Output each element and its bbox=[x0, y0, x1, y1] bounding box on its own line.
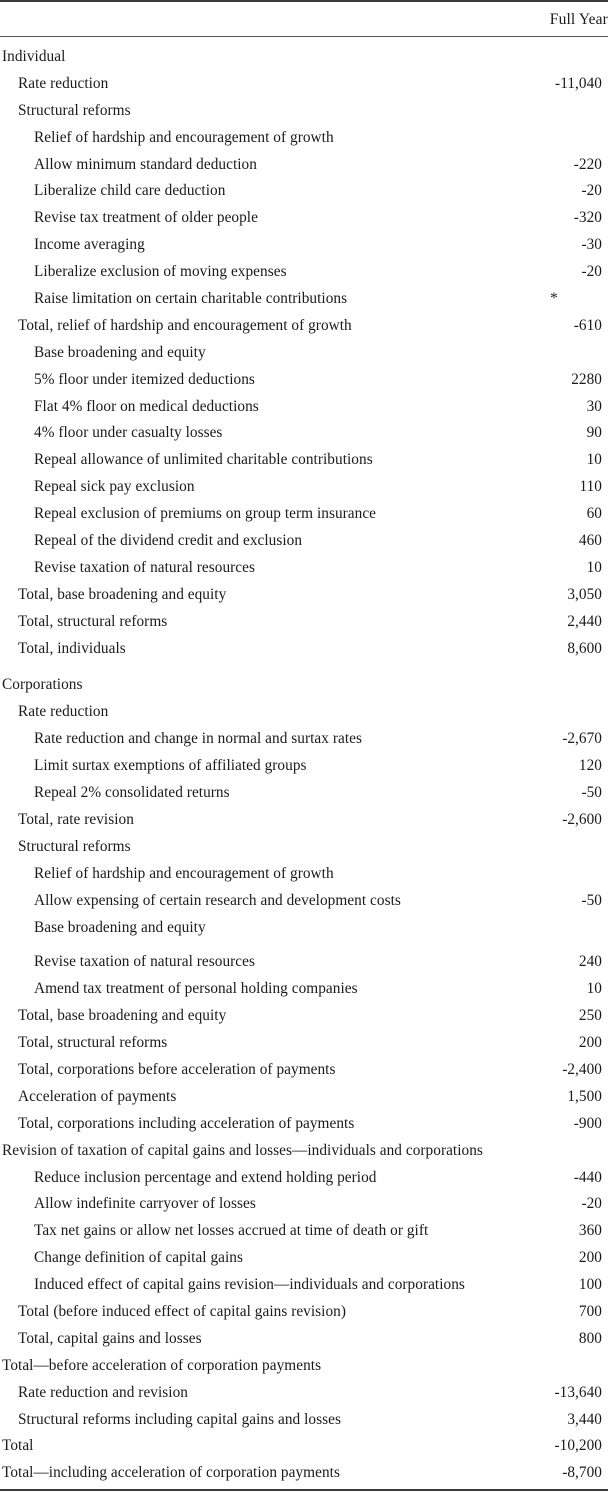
table-row bbox=[0, 1459, 608, 1489]
table-row bbox=[0, 1190, 608, 1217]
row-value: 3,050 bbox=[567, 585, 602, 603]
row-label: 5% floor under itemized deductions bbox=[34, 370, 255, 388]
table-row bbox=[0, 887, 608, 914]
table-row bbox=[0, 554, 608, 581]
table-row bbox=[0, 698, 608, 725]
row-label: Limit surtax exemptions of affiliated groups bbox=[34, 757, 307, 775]
row-label: Structural reforms bbox=[18, 837, 131, 855]
row-value: 100 bbox=[578, 1276, 602, 1294]
table-row bbox=[0, 446, 608, 473]
table-row bbox=[0, 779, 608, 806]
row-value: 3,440 bbox=[567, 1410, 602, 1428]
table-row bbox=[0, 1083, 608, 1110]
table-row bbox=[0, 1029, 608, 1056]
row-value: 10 bbox=[586, 451, 602, 469]
row-label: Liberalize child care deduction bbox=[34, 182, 226, 200]
row-value: -20 bbox=[581, 263, 602, 281]
row-label: Base broadening and equity bbox=[34, 918, 206, 936]
row-label: Revision of taxation of capital gains and losses—individuals and corporations bbox=[2, 1141, 483, 1159]
table-row bbox=[0, 527, 608, 554]
row-value: 2,440 bbox=[567, 612, 602, 630]
table-row bbox=[0, 833, 608, 860]
row-value: -10,200 bbox=[554, 1437, 602, 1455]
row-label: Amend tax treatment of personal holding companies bbox=[34, 980, 358, 998]
row-label: Rate reduction and change in normal and surtax rates bbox=[34, 730, 362, 748]
table-row bbox=[0, 1298, 608, 1325]
row-label: Relief of hardship and encouragement of growth bbox=[34, 864, 334, 882]
row-label: Total, structural reforms bbox=[18, 1034, 168, 1052]
row-label: Total—before acceleration of corporation payments bbox=[2, 1356, 322, 1374]
table-row bbox=[0, 1164, 608, 1191]
row-value: 460 bbox=[578, 532, 602, 550]
row-label: Flat 4% floor on medical deductions bbox=[34, 397, 259, 415]
row-value: -30 bbox=[581, 236, 602, 254]
row-label: 4% floor under casualty losses bbox=[34, 424, 223, 442]
row-label: Rate reduction and revision bbox=[18, 1383, 188, 1401]
row-value: -2,400 bbox=[562, 1060, 602, 1078]
row-value: 2280 bbox=[571, 370, 602, 388]
row-label: Repeal of the dividend credit and exclusion bbox=[34, 532, 303, 550]
table-row bbox=[0, 1002, 608, 1029]
row-value bbox=[500, 1137, 608, 1164]
row-value: -220 bbox=[573, 155, 602, 173]
row-value bbox=[500, 97, 608, 124]
table-row bbox=[0, 1271, 608, 1298]
table-row bbox=[0, 473, 608, 500]
row-label: Revise taxation of natural resources bbox=[34, 558, 255, 576]
row-label: Rate reduction bbox=[18, 703, 109, 721]
row-value bbox=[500, 124, 608, 151]
table-row bbox=[0, 124, 608, 151]
row-label: Allow indefinite carryover of losses bbox=[34, 1195, 256, 1213]
table-row bbox=[0, 860, 608, 887]
table-row bbox=[0, 1379, 608, 1406]
row-label: Reduce inclusion percentage and extend holding period bbox=[34, 1168, 377, 1186]
row-label: Total, individuals bbox=[18, 639, 126, 657]
table-row bbox=[0, 752, 608, 779]
table-row bbox=[0, 285, 608, 312]
row-value: 200 bbox=[578, 1249, 602, 1267]
row-label: Change definition of capital gains bbox=[34, 1249, 243, 1267]
table-footer bbox=[0, 1490, 608, 1493]
table-row bbox=[0, 70, 608, 97]
row-label: Structural reforms including capital gains and losses bbox=[18, 1410, 341, 1428]
row-label: Income averaging bbox=[34, 236, 145, 254]
row-label: Repeal exclusion of premiums on group term insurance bbox=[34, 505, 377, 523]
row-label: Total, corporations including acceleration of payments bbox=[18, 1114, 355, 1132]
row-label: Raise limitation on certain charitable contributions bbox=[34, 290, 348, 308]
row-label: Total, rate revision bbox=[18, 810, 134, 828]
row-label: Total, capital gains and losses bbox=[18, 1329, 202, 1347]
row-value: -50 bbox=[581, 891, 602, 909]
row-value: -20 bbox=[581, 182, 602, 200]
row-value: 360 bbox=[578, 1222, 602, 1240]
row-label: Total bbox=[2, 1437, 34, 1455]
row-value: -2,670 bbox=[562, 730, 602, 748]
row-value: 240 bbox=[578, 953, 602, 971]
row-value: 10 bbox=[586, 980, 602, 998]
table-body bbox=[0, 39, 608, 1490]
row-label: Total (before induced effect of capital gains revision) bbox=[18, 1302, 347, 1320]
row-value bbox=[500, 914, 608, 941]
table-row bbox=[0, 725, 608, 752]
row-value: -20 bbox=[581, 1195, 602, 1213]
table-row bbox=[0, 635, 608, 662]
row-value bbox=[500, 860, 608, 887]
row-value: 250 bbox=[578, 1007, 602, 1025]
table-row bbox=[0, 204, 608, 231]
table-row bbox=[0, 339, 608, 366]
row-label: Induced effect of capital gains revision—individuals and corporations bbox=[34, 1276, 465, 1294]
row-value: -320 bbox=[573, 209, 602, 227]
table-row bbox=[0, 312, 608, 339]
row-value: -8,700 bbox=[562, 1464, 602, 1482]
row-label: Acceleration of payments bbox=[18, 1087, 177, 1105]
row-label: Liberalize exclusion of moving expenses bbox=[34, 263, 287, 281]
row-label: Total, structural reforms bbox=[18, 612, 168, 630]
table-row bbox=[0, 581, 608, 608]
row-value: -900 bbox=[573, 1114, 602, 1132]
bottom-rule bbox=[0, 1490, 608, 1493]
row-value bbox=[500, 339, 608, 366]
row-label: Allow minimum standard deduction bbox=[34, 155, 257, 173]
label-column-header bbox=[0, 4, 500, 37]
row-label: Corporations bbox=[2, 676, 83, 694]
table-row bbox=[0, 231, 608, 258]
row-label: Total, corporations before acceleration of payments bbox=[18, 1060, 336, 1078]
table-row bbox=[0, 1325, 608, 1352]
row-value: 8,600 bbox=[567, 639, 602, 657]
table-row bbox=[0, 1406, 608, 1433]
row-value bbox=[500, 661, 608, 698]
row-label: Allow expensing of certain research and development costs bbox=[34, 891, 401, 909]
row-value bbox=[500, 39, 608, 70]
full-year-column-header: Full Year bbox=[549, 11, 608, 28]
row-value: -440 bbox=[573, 1168, 602, 1186]
row-value: 90 bbox=[586, 424, 602, 442]
row-footnote-marker: * bbox=[550, 290, 558, 308]
row-value: -610 bbox=[573, 316, 602, 334]
row-label: Revise taxation of natural resources bbox=[34, 953, 255, 971]
row-label: Rate reduction bbox=[18, 74, 109, 92]
row-value: -11,040 bbox=[555, 74, 602, 92]
row-value: 110 bbox=[579, 478, 602, 496]
row-value bbox=[500, 698, 608, 725]
row-label: Revise tax treatment of older people bbox=[34, 209, 258, 227]
row-label: Total, base broadening and equity bbox=[18, 1007, 227, 1025]
table-row bbox=[0, 1217, 608, 1244]
row-label: Base broadening and equity bbox=[34, 343, 206, 361]
column-header-row bbox=[0, 4, 608, 37]
table-row bbox=[0, 661, 608, 698]
row-value: 200 bbox=[578, 1034, 602, 1052]
table-row bbox=[0, 806, 608, 833]
table-row bbox=[0, 940, 608, 975]
table-row bbox=[0, 1137, 608, 1164]
row-label: Repeal 2% consolidated returns bbox=[34, 784, 230, 802]
table-row bbox=[0, 1244, 608, 1271]
table-row bbox=[0, 914, 608, 941]
table-row bbox=[0, 366, 608, 393]
row-value: -2,600 bbox=[562, 810, 602, 828]
row-value: 10 bbox=[586, 558, 602, 576]
row-label: Total—including acceleration of corporation payments bbox=[2, 1464, 340, 1482]
table-row bbox=[0, 1110, 608, 1137]
rule-bottom-row bbox=[0, 1490, 608, 1493]
row-value: 60 bbox=[586, 505, 602, 523]
row-value: -13,640 bbox=[554, 1383, 602, 1401]
row-value bbox=[500, 833, 608, 860]
table-row bbox=[0, 1352, 608, 1379]
row-value: -50 bbox=[581, 784, 602, 802]
table-row bbox=[0, 1432, 608, 1459]
row-label: Structural reforms bbox=[18, 101, 131, 119]
table-row bbox=[0, 1056, 608, 1083]
table-row bbox=[0, 419, 608, 446]
row-value: 800 bbox=[578, 1329, 602, 1347]
table-row bbox=[0, 151, 608, 178]
row-label: Total, relief of hardship and encouragement of growth bbox=[18, 316, 352, 334]
row-value bbox=[500, 1352, 608, 1379]
row-value: 30 bbox=[586, 397, 602, 415]
row-value: 120 bbox=[578, 757, 602, 775]
row-value: 1,500 bbox=[567, 1087, 602, 1105]
table-row bbox=[0, 39, 608, 70]
table-row bbox=[0, 177, 608, 204]
table-row bbox=[0, 975, 608, 1002]
table-row bbox=[0, 97, 608, 124]
row-label: Tax net gains or allow net losses accrued at time of death or gift bbox=[34, 1222, 429, 1240]
row-label: Repeal sick pay exclusion bbox=[34, 478, 195, 496]
table-row bbox=[0, 500, 608, 527]
table-row bbox=[0, 258, 608, 285]
table-row bbox=[0, 608, 608, 635]
row-label: Repeal allowance of unlimited charitable contributions bbox=[34, 451, 373, 469]
row-label: Total, base broadening and equity bbox=[18, 585, 227, 603]
row-label: Individual bbox=[2, 48, 66, 65]
table-row bbox=[0, 393, 608, 420]
row-label: Relief of hardship and encouragement of growth bbox=[34, 128, 334, 146]
table-header bbox=[0, 1, 608, 39]
row-value: 700 bbox=[578, 1302, 602, 1320]
